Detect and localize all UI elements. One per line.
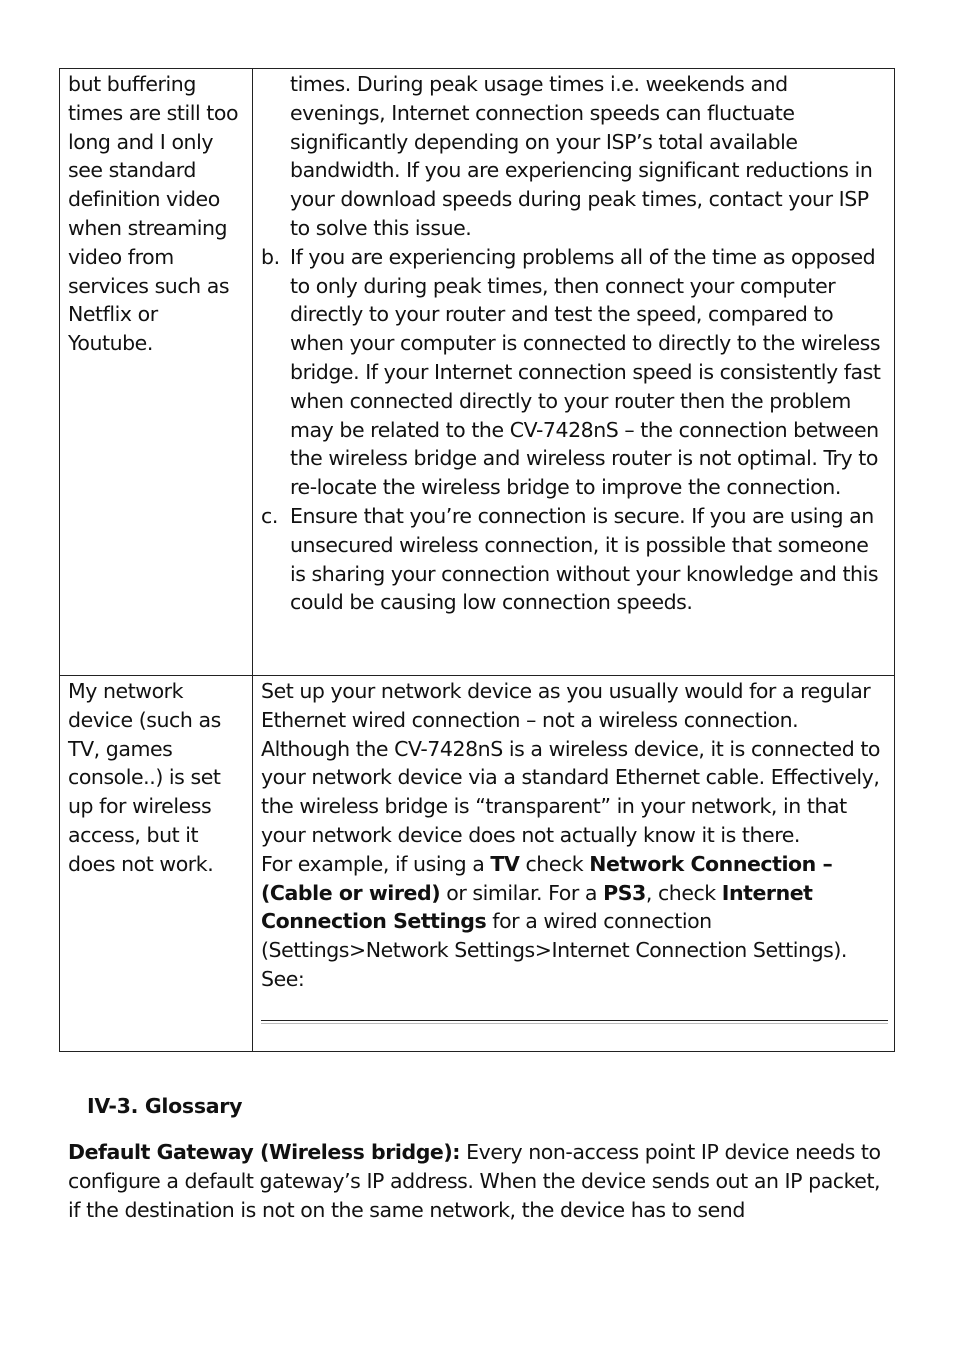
- glossary-entry: [68, 1138, 898, 1224]
- example-text: or similar. For a: [440, 880, 604, 905]
- table-row: [60, 676, 895, 1052]
- troubleshooting-table: [59, 68, 895, 1052]
- emphasis-text: TV: [490, 851, 520, 876]
- list-item-text: If you are experiencing problems all of the time as opposed to only during peak times, then connect your computer directly to your router and test the speed, compared to when your computer is connected to directly to the wireless bridge. If your Internet connection speed is consistently fast when connected directly to your router then the problem may be related to the CV-7428nS – the connection between the wireless bridge and wireless router is not optimal. Try to re-locate the wireless bridge to improve the connection.: [290, 244, 881, 500]
- answer-cell: [253, 676, 895, 1052]
- table-row: [60, 69, 895, 676]
- question-cell: [60, 69, 253, 676]
- list-item: [261, 70, 888, 243]
- example-text: check: [519, 851, 590, 876]
- section-heading: IV-3. Glossary: [87, 1094, 243, 1118]
- example-text: For example, if using a: [261, 851, 491, 876]
- question-cell: [60, 676, 253, 1052]
- list-item-text: Ensure that you’re connection is secure. If you are using an unsecured wireless connection, it is possible that someone is sharing your connection without your knowledge and this could be causing low connection speeds.: [290, 503, 879, 615]
- example-text: for a wired connection (Settings>Network Settings>Internet Connection Settings).: [261, 909, 847, 963]
- list-item: [261, 502, 888, 617]
- example-text: , check: [645, 880, 722, 905]
- answer-list: [261, 70, 888, 617]
- glossary-term: Default Gateway (Wireless bridge):: [68, 1140, 461, 1164]
- question-text: but buffering times are still too long and I only see standard definition video when streaming video from services such as Netflix or Youtube.: [68, 72, 239, 356]
- glossary-definition: Every non-access point IP device needs to configure a default gateway’s IP address. When the device sends out an IP packet, if the destination is not on the same network, the device has to send: [68, 1140, 881, 1222]
- answer-cell: [253, 69, 895, 676]
- emphasis-text: PS3: [603, 880, 646, 905]
- question-text: My network device (such as TV, games console..) is set up for wireless access, but it does not work.: [68, 679, 221, 876]
- list-item-text: times. During peak usage times i.e. weekends and evenings, Internet connection speeds can fluctuate significantly depending on your ISP’s total available bandwidth. If you are experiencing significant reductions in your download speeds during peak times, contact your ISP to solve this issue.: [290, 72, 873, 240]
- answer-paragraph: Set up your network device as you usually would for a regular Ethernet wired connection – not a wireless connection. Although the CV-7428nS is a wireless device, it is connected to your network device via a standard Ethernet cable. Effectively, the wireless bridge is “transparent” in your network, in that your network device does not actually know it is there.: [261, 679, 881, 847]
- list-item: [261, 243, 888, 502]
- see-label: See:: [261, 966, 305, 991]
- emphasis-text: Network Connection – (Cable or wired): [261, 851, 833, 905]
- emphasis-text: Internet Connection Settings: [261, 880, 813, 934]
- list-marker: c.: [261, 503, 278, 528]
- list-marker: b.: [261, 244, 280, 269]
- example-paragraph: [261, 850, 888, 965]
- divider-rule: [261, 1020, 888, 1024]
